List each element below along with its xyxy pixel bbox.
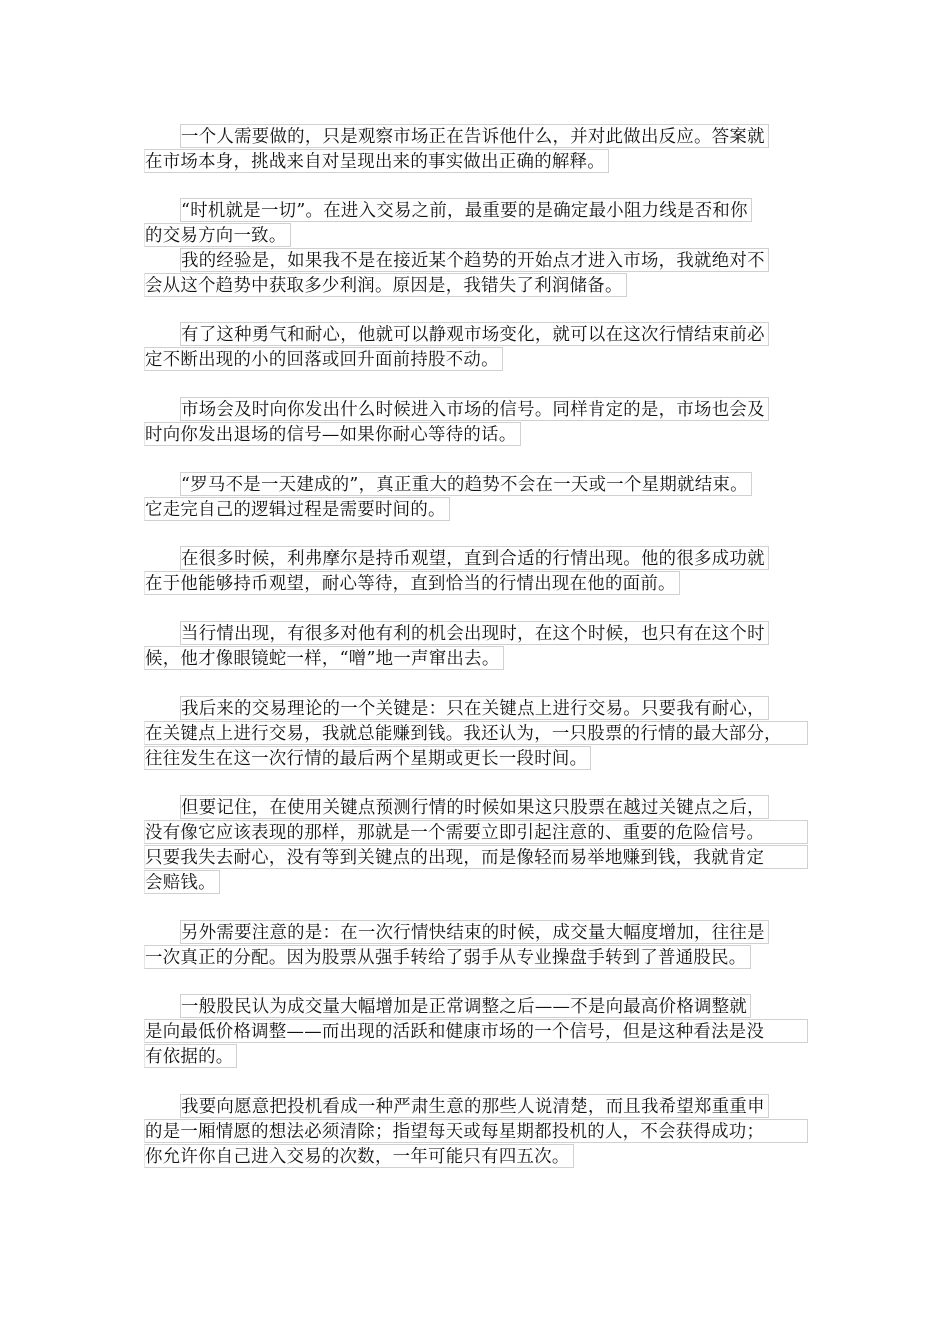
text-line: 在关键点上进行交易，我就总能赚到钱。我还认为，一只股票的行情的最大部分， [144,721,808,745]
text-line: 往往发生在这一次行情的最后两个星期或更长一段时间。 [144,746,591,770]
text-line: 在市场本身，挑战来自对呈现出来的事实做出正确的解释。 [144,149,609,173]
text-line: 的交易方向一致。 [144,223,291,247]
text-line: 时向你发出退场的信号—如果你耐心等待的话。 [144,422,521,446]
text-line: 是向最低价格调整——而出现的活跃和健康市场的一个信号，但是这种看法是没 [144,1019,808,1043]
text-line: “罗马不是一天建成的”，真正重大的趋势不会在一天或一个星期就结束。 [180,472,752,496]
text-line: 在很多时候，利弗摩尔是持币观望，直到合适的行情出现。他的很多成功就 [180,546,769,570]
text-line: 有依据的。 [144,1044,237,1068]
paragraph [144,248,808,298]
paragraph [144,994,808,1069]
paragraph [144,920,808,970]
paragraph [144,397,808,447]
text-line: 定不断出现的小的回落或回升面前持股不动。 [144,347,503,371]
paragraph [144,546,808,596]
text-line: 它走完自己的逻辑过程是需要时间的。 [144,497,450,521]
text-line: 你允许你自己进入交易的次数，一年可能只有四五次。 [144,1144,574,1168]
text-line: 当行情出现，有很多对他有利的机会出现时，在这个时候，也只有在这个时 [180,621,769,645]
text-line: 候，他才像眼镜蛇一样，“噌”地一声窜出去。 [144,646,504,670]
text-line: 没有像它应该表现的那样，那就是一个需要立即引起注意的、重要的危险信号。 [144,820,808,844]
text-line: 我要向愿意把投机看成一种严肃生意的那些人说清楚，而且我希望郑重重申 [180,1094,769,1118]
text-line: 在于他能够持币观望，耐心等待，直到恰当的行情出现在他的面前。 [144,571,680,595]
text-line: 有了这种勇气和耐心，他就可以静观市场变化，就可以在这次行情结束前必 [180,322,769,346]
text-line: 市场会及时向你发出什么时候进入市场的信号。同样肯定的是，市场也会及 [180,397,769,421]
text-line: 只要我失去耐心，没有等到关键点的出现，而是像轻而易举地赚到钱，我就肯定 [144,845,808,869]
text-line: 的是一厢情愿的想法必须清除；指望每天或每星期都投机的人，不会获得成功； [144,1119,808,1143]
paragraph [144,1094,808,1169]
text-line: 我后来的交易理论的一个关键是：只在关键点上进行交易。只要我有耐心， [180,696,769,720]
text-line: 但要记住，在使用关键点预测行情的时候如果这只股票在越过关键点之后， [180,795,769,819]
paragraph [144,198,808,248]
text-line: “时机就是一切”。在进入交易之前，最重要的是确定最小阻力线是否和你 [180,198,752,222]
paragraph [144,472,808,522]
text-line: 我的经验是，如果我不是在接近某个趋势的开始点才进入市场，我就绝对不 [180,248,769,272]
paragraph [144,696,808,771]
text-line: 另外需要注意的是：在一次行情快结束的时候，成交量大幅度增加，往往是 [180,920,769,944]
paragraph [144,621,808,671]
text-line: 一个人需要做的，只是观察市场正在告诉他什么，并对此做出反应。答案就 [180,124,769,148]
paragraph [144,124,808,174]
text-line: 会赔钱。 [144,870,220,894]
paragraph [144,322,808,372]
text-line: 一般股民认为成交量大幅增加是正常调整之后——不是向最高价格调整就 [180,994,751,1018]
text-line: 一次真正的分配。因为股票从强手转给了弱手从专业操盘手转到了普通股民。 [144,945,751,969]
paragraph [144,795,808,895]
text-line: 会从这个趋势中获取多少利润。原因是，我错失了利润储备。 [144,273,627,297]
